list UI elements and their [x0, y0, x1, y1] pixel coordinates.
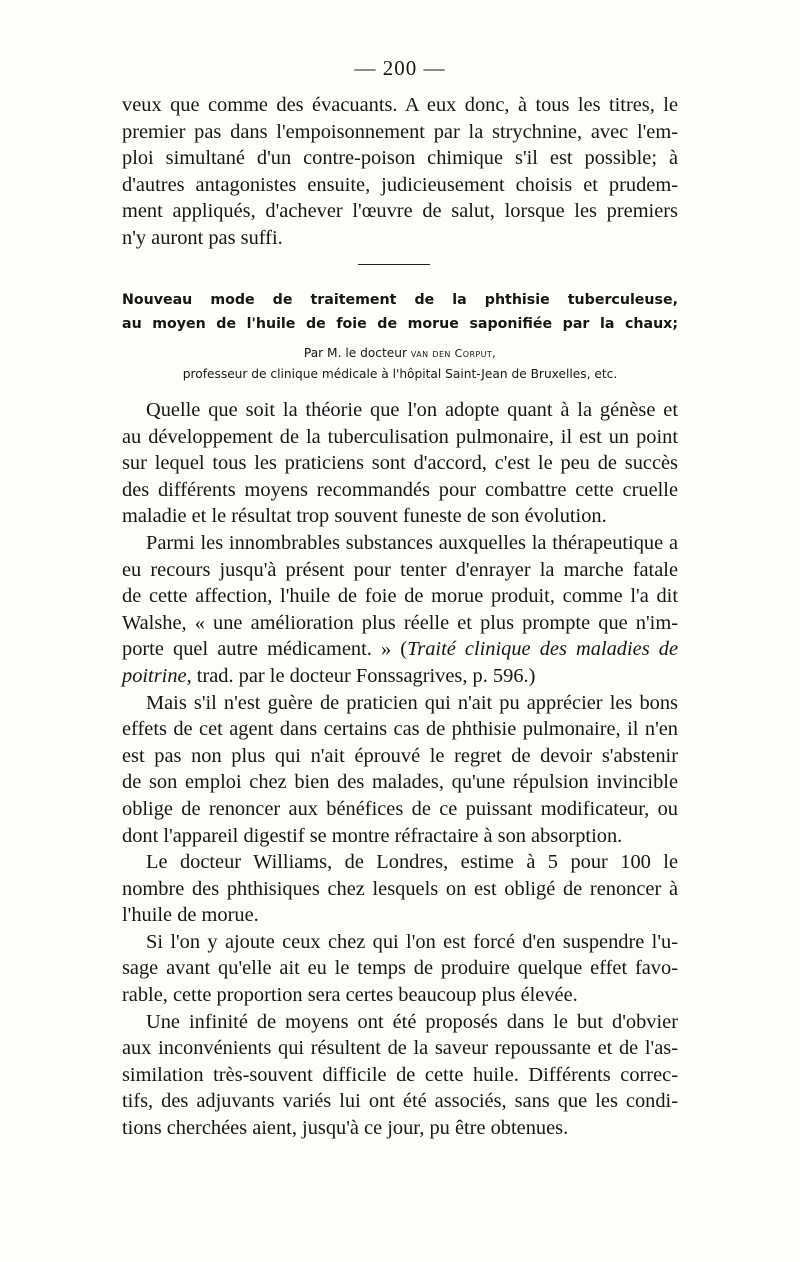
text-line: oblige de renoncer aux bénéfices de ce puissant modificateur, ou: [122, 797, 678, 820]
article-title: [122, 288, 678, 336]
title-line: au moyen de l'huile de foie de morue saponifiée par la chaux;: [122, 316, 678, 332]
byline-prefix: Par M. le docteur: [303, 346, 411, 360]
text-fragment: , trad. par le docteur Fonssagrives, p. 596.): [186, 664, 536, 687]
paragraph: [122, 929, 678, 1009]
text-line: veux que comme des évacuants. A eux donc, à tous les titres, le: [122, 94, 678, 116]
text-line: ploi simultané d'un contre-poison chimique s'il est possible; à: [122, 147, 678, 170]
text-line: [122, 636, 678, 663]
text-line: tifs, des adjuvants variés lui ont été associés, sans que les condi-: [122, 1090, 678, 1113]
paragraph: [122, 397, 678, 530]
text-line: Si l'on y ajoute ceux chez qui l'on est forcé d'en suspendre l'u-: [146, 930, 678, 953]
text-line: tions cherchées aient, jusqu'à ce jour, pu être obtenues.: [122, 1117, 569, 1140]
section-divider: [358, 264, 430, 265]
text-line: des différents moyens recommandés pour combattre cette cruelle: [122, 478, 678, 501]
text-line: Mais s'il n'est guère de praticien qui n'ait pu apprécier les bons: [146, 691, 678, 714]
article-body: [122, 397, 678, 1142]
text-line: aux inconvénients qui résultent de la saveur repoussante et de l'as-: [122, 1037, 678, 1060]
text-line: Walshe, « une amélioration plus réelle et plus prompte que n'im-: [122, 611, 678, 634]
citation-title: Traité clinique des maladies de: [407, 638, 679, 661]
paragraph: [122, 849, 678, 929]
text-line: sur lequel tous les praticiens sont d'accord, c'est le peu de succès: [122, 452, 678, 475]
text-line: d'autres antagonistes ensuite, judicieusement choisis et prudem-: [122, 173, 678, 196]
text-line: n'y auront pas suffi.: [122, 226, 283, 249]
text-line: eu recours jusqu'à présent pour tenter d'enrayer la marche fatale: [122, 558, 678, 581]
text-line: de cette affection, l'huile de foie de morue produit, comme l'a dit: [122, 585, 678, 608]
text-line: de son emploi chez bien des malades, qu'une répulsion invincible: [122, 771, 678, 794]
article-byline: [122, 343, 678, 384]
title-line: Nouveau mode de traitement de la phthisie tuberculeuse,: [122, 292, 678, 308]
paragraph: [122, 1009, 678, 1142]
paragraph: [122, 530, 678, 690]
text-line: rable, cette proportion sera certes beaucoup plus élevée.: [122, 984, 578, 1007]
author-name: van den Corput,: [410, 347, 497, 360]
text-line: similation très-souvent difficile de cette huile. Différents correc-: [122, 1063, 678, 1086]
paragraph: [122, 690, 678, 850]
page-number: — 200 —: [354, 56, 446, 80]
text-line: est pas non plus qui n'ait éprouvé le regret de devoir s'abstenir: [122, 744, 678, 767]
text-line: nombre des phthisiques chez lesquels on est obligé de renoncer à: [122, 877, 678, 900]
author-affiliation: professeur de clinique médicale à l'hôpital Saint-Jean de Bruxelles, etc.: [182, 367, 618, 381]
continuation-paragraph: [122, 92, 678, 252]
text-line: l'huile de morue.: [122, 904, 259, 927]
text-fragment: porte quel autre médicament. » (: [122, 638, 408, 661]
text-line: Le docteur Williams, de Londres, estime à 5 pour 100 le: [146, 851, 678, 874]
text-line: Une infinité de moyens ont été proposés dans le but d'obvier: [146, 1010, 678, 1033]
text-line: Parmi les innombrables substances auxquelles la thérapeutique a: [146, 531, 678, 554]
text-line: au développement de la tuberculisation pulmonaire, il est un point: [122, 425, 678, 448]
text-line: dont l'appareil digestif se montre réfractaire à son absorption.: [122, 824, 623, 847]
citation-title: poitrine: [122, 664, 187, 687]
text-line: ment appliqués, d'achever l'œuvre de salut, lorsque les premiers: [122, 200, 678, 223]
text-line: effets de cet agent dans certains cas de phthisie pulmonaire, il n'en: [122, 718, 678, 741]
byline-author: [122, 343, 678, 364]
text-line: maladie et le résultat trop souvent funeste de son évolution.: [122, 505, 607, 528]
text-line: premier pas dans l'empoisonnement par la strychnine, avec l'em-: [122, 120, 678, 143]
text-line: sage avant qu'elle ait eu le temps de produire quelque effet favo-: [122, 957, 678, 980]
text-line: [122, 663, 678, 690]
text-line: Quelle que soit la théorie que l'on adopte quant à la génèse et: [146, 399, 678, 421]
